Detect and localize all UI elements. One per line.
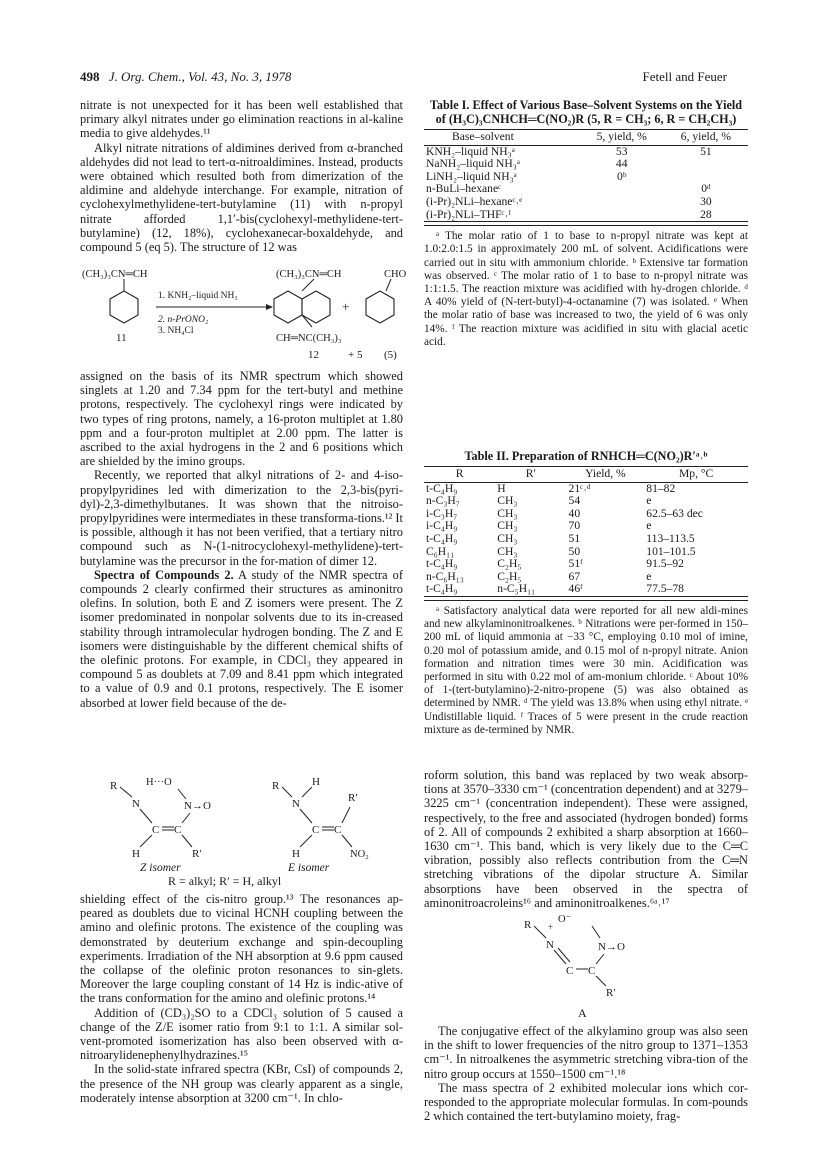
bond-line: [282, 787, 292, 797]
atom-N-plus: +: [548, 922, 554, 932]
table-1-footnotes: [424, 225, 748, 349]
paragraph: roform solution, this band was replaced by two weak absorp-tions at 3570–3330 cm⁻¹ (concentration dependent) and at 3279–3225 cm⁻¹ (concentration independent). These were assigned, respectively, to the free and associated (hydrogen bonded) forms of 2. All of compounds 2 exhibited a sharp absorption at 1660–1630 cm⁻¹. This band, which is very likely due to the C═C vibration, possibly also reflects contribution from the C═N stretching vibrations of the dipolar structure A. Similar absorptions have been observed in the spectra of aminonitroacroleins¹⁶ and aminonitroalkenes.⁶ᵃ˒¹⁷: [424, 768, 748, 910]
table-cell: [580, 196, 664, 209]
table-cell: 28: [700, 207, 712, 221]
bond-line: [592, 926, 600, 938]
table-row: [424, 495, 748, 508]
column-header: 5, yield, %: [596, 130, 647, 143]
cho-group-label: CHO: [384, 269, 407, 280]
right-text-block-3: [424, 1024, 748, 1123]
bond-line: [596, 954, 604, 964]
bond-line: [302, 279, 314, 291]
running-header-left: [80, 69, 291, 85]
table-row: [424, 546, 748, 559]
isomer-caption: R = alkyl; R′ = H, alkyl: [168, 874, 282, 888]
table-cell: i-C₄H₉: [426, 519, 458, 533]
z-isomer-label: Z isomer: [140, 862, 181, 873]
table-cell: 51: [700, 144, 712, 158]
table-cell: 81–82: [646, 481, 676, 495]
journal-citation: J. Org. Chem., Vol. 43, No. 3, 1978: [108, 69, 292, 84]
table-cell: 77.5–78: [646, 582, 684, 596]
atom-H-O: H···O: [146, 777, 172, 788]
table-cell: CH₃: [497, 531, 518, 545]
e-isomer-label: E isomer: [288, 862, 330, 873]
table-header-row: [424, 467, 748, 483]
isomer-structures: [100, 775, 390, 873]
bond-line: [342, 835, 352, 847]
table-cell: n-C₃H₇: [426, 494, 460, 508]
table-cell: 113–113.5: [646, 531, 695, 545]
paragraph: The mass spectra of 2 exhibited molecular ions which cor-responded to the appropriate molecular formulas. In com-pounds 2 which contained the tert-butylamino moiety, frag-: [424, 1080, 748, 1124]
paragraph: nitrate is not unexpected for it has been well established that primary alkyl nitrates under go elimination reactions in al-kaline media to give aldehydes.¹¹: [80, 98, 403, 141]
bond-line: [140, 835, 152, 847]
bond-line: [300, 835, 312, 847]
table-cell: 67: [568, 569, 581, 583]
cyclohexane-ring-11: [110, 291, 138, 323]
atom-R: R: [110, 780, 118, 792]
table-row: [424, 196, 748, 209]
bond-line: [302, 315, 312, 327]
table-cell: (i-Pr)₂NLi–THFᶜ˒ᶠ: [426, 207, 511, 221]
table-cell: 51: [568, 531, 581, 545]
atom-N: N: [132, 798, 140, 810]
table-2-title: Table II. Preparation of RNHCH═C(NO₂)R′ᵃ˒ᵇ: [464, 449, 708, 463]
paragraph: [80, 568, 403, 710]
table-row: [424, 533, 748, 546]
table-cell: e: [646, 494, 652, 508]
table-row: [424, 583, 748, 596]
reagent-step-1: 1. KNH₂–liquid NH₃: [158, 291, 238, 301]
table-cell: n-BuLi–hexaneᶜ: [426, 182, 502, 196]
bond-line: [120, 787, 132, 797]
left-text-block-1: [80, 98, 403, 254]
bond-line: [386, 279, 391, 291]
table-row: [424, 508, 748, 521]
table-cell: 44: [615, 157, 628, 171]
table-cell: 0ᵇ: [617, 169, 627, 183]
table-row: [424, 558, 748, 571]
table-row: [424, 158, 748, 171]
atom-C: C: [312, 824, 320, 836]
atom-R: R: [272, 780, 280, 792]
table-header-row: [424, 130, 748, 146]
structure-A-label: A: [578, 1006, 587, 1020]
table-cell: NaNH₂–liquid NH₃ᵃ: [426, 157, 521, 171]
cyclohexane-ring-12b: [302, 291, 330, 323]
table-cell: t-C₄H₉: [426, 557, 458, 571]
reagent-step-3: 3. NH₄Cl: [158, 326, 194, 336]
atom-NO2: NO₂: [350, 849, 369, 860]
bond-line: [596, 976, 606, 986]
left-text-block-3: [80, 892, 403, 1105]
table-cell: 53: [615, 144, 628, 158]
table-1: [424, 129, 748, 222]
table-cell: e: [646, 519, 652, 533]
paragraph-text: A study of the NMR spectra of compounds 2 clearly confirmed their structures as aminonitro olefins. In solution, both E and Z isomers were present. The Z isomer predominated in nonpolar solvents due to its in-creased stability through intramolecular hydrogen bonding. The Z and E isomers were distinguishable by the different chemical shifts of the olefinic protons. For example, in CDCl₃ they appeared in compound 5 as doublets at 7.09 and 8.41 ppm which integrated to a value of 0.9 and 0.1 protons, respectively. The E isomer absorbed at lower field because of the de-: [80, 567, 403, 710]
table-row: [424, 482, 748, 495]
table-row: [424, 209, 748, 222]
bond-line: [182, 813, 190, 823]
table-cell: i-C₃H₇: [426, 506, 458, 520]
column-header: R′: [525, 467, 537, 480]
table-cell: 0ᵈ: [701, 182, 711, 196]
atom-C: C: [566, 965, 574, 977]
scheme-reactant-label: (CH₃)₃CN═CH: [82, 269, 148, 280]
reagent-step-2: 2. n-PrONO₂: [158, 315, 209, 325]
paragraph: assigned on the basis of its NMR spectrum which showed singlets at 1.20 and 7.34 ppm for the tert-butyl and methine protons, respectively. The cyclohexyl rings were indicated by two types of ring protons, namely, a 16-proton multiplet at 1.80 ppm and a four-proton multiplet at 2.00 ppm. The latter is ascribed to the axial hydrogens in the 2 and 6 positions which are shielded by the imino groups.: [80, 369, 403, 469]
table-2-block: [424, 449, 748, 737]
bond-line: [182, 835, 192, 847]
footnote-text: ᵃ The molar ratio of 1 to base to n-propyl nitrate was kept at 1.0:2.0:1.5 in approximately 200 mL of solvent. Acidifications were carried out in situ with ammonium chloride. ᵇ Extensive tar formation was observed. ᶜ The molar ratio of 1 to base to n-propyl nitrate was 1:1:1.5. The reaction mixture was acidified with hy-drogen chloride. ᵈ A 40% yield of (N-tert-butyl)-4-octanamine (7) was isolated. ᵉ When the molar ratio of base was increased to two, the yield of 6 was only 14%. ᶠ The reaction mixture was acidified in situ with glacial acetic acid.: [424, 230, 748, 348]
table-cell: H: [497, 481, 506, 495]
bond-line: [178, 789, 186, 799]
table-row: [424, 571, 748, 584]
bond-line: [300, 809, 312, 823]
left-text-block-2: [80, 369, 403, 710]
atom-R: R: [524, 919, 532, 931]
atom-N-O: N→O: [184, 800, 211, 812]
equation-number: (5): [384, 349, 397, 361]
atom-C: C: [152, 824, 160, 836]
atom-N: N: [546, 939, 554, 951]
structure-A: [520, 910, 650, 1002]
table-2-footnotes: [424, 600, 748, 737]
column-header: 6, yield, %: [680, 130, 732, 143]
paragraph: Alkyl nitrate nitrations of aldimines derived from α-branched aldehydes did not lead to tert-α-nitroaldimines. Instead, products were obtained which resulted both from dimerization of the aldimine and aldehyde interchange. For example, nitration of cyclohexylmethylidene-tert-butylamine (11) with n-propyl nitrate afforded 1,1′-bis(cyclohexyl-methylidene-tert-butylamine) (12, 18%), cyclohexanecar-boxaldehyde, and compound 5 (eq 5). The structure of 12 was: [80, 140, 403, 255]
table-cell: 91.5–92: [646, 557, 684, 571]
double-bond-line: [558, 948, 570, 962]
running-header-authors: Fetell and Feuer: [642, 69, 727, 84]
table-cell: C₂H₅: [497, 569, 522, 583]
reaction-arrow-head: [266, 304, 273, 310]
paragraph: The conjugative effect of the alkylamino group was also seen in the shift to lower frequencies of the nitro group to 1371–1353 cm⁻¹. In nitroalkenes the asymmetric stretching vibra-tion of the nitro group occurs at 1550–1500 cm⁻¹.¹⁸: [424, 1024, 748, 1081]
plus-sign: +: [342, 299, 350, 314]
paragraph: Recently, we reported that alkyl nitrations of 2- and 4-iso-propylpyridines led with dimerization to the 2,3-bis(pyri-dyl)-2,3-dimethylbutanes. It was shown that the nitroiso-propylpyridines were intermediates in these transforma-tions.¹² It is possible, although it has not been verified, that a tertiary nitro compound such as N-(1-nitrocyclohexyl-methylidene)-tert-butylamine was the precursor in the for-mation of dimer 12.: [80, 468, 403, 568]
compound-11-label: 11: [116, 332, 127, 344]
bond-line: [140, 809, 152, 823]
product-top-label: (CH₃)₃CN═CH: [276, 269, 342, 280]
table-cell: 50: [568, 544, 581, 558]
table-cell: n-C₅H₁₁: [497, 582, 536, 596]
table-2: [424, 466, 748, 597]
table-cell: C₂H₅: [497, 557, 522, 571]
section-heading: Spectra of Compounds 2.: [94, 567, 234, 582]
bond-line: [302, 787, 312, 797]
paragraph: In the solid-state infrared spectra (KBr, CsI) of compounds 2, the presence of the NH group was clearly apparent as a single, moderately intense absorption at 3200 cm⁻¹. In chlo-: [80, 1062, 403, 1105]
column-header: Mp, °C: [679, 467, 714, 480]
column-header: Yield, %: [585, 467, 626, 480]
atom-R-prime: R′: [192, 848, 202, 860]
atom-C: C: [334, 824, 342, 836]
table-cell: [580, 183, 664, 196]
table-cell: e: [646, 569, 652, 583]
plus-5-label: + 5: [348, 349, 363, 361]
table-cell: 62.5–63 dec: [646, 506, 703, 520]
table-cell: 46ᶠ: [568, 582, 583, 596]
column-header: Base–solvent: [452, 130, 514, 143]
atom-H: H: [312, 776, 320, 788]
product-bottom-label: CH═NC(CH₃)₃: [276, 333, 342, 344]
table-cell: CH₃: [497, 494, 518, 508]
table-cell: n-C₆H₁₃: [426, 569, 464, 583]
atom-H-O-minus: O⁻: [558, 914, 572, 925]
atom-C: C: [174, 824, 182, 836]
table-cell: t-C₄H₉: [426, 531, 458, 545]
table-cell: 30: [700, 194, 712, 208]
cyclohexane-ring-12a: [274, 291, 302, 323]
table-cell: (i-Pr)₂NLi–hexaneᶜ˒ᵉ: [426, 194, 523, 208]
atom-R-prime: R′: [606, 987, 616, 999]
table-cell: LiNH₂–liquid NH₃ᵃ: [426, 169, 517, 183]
bond-line: [342, 807, 350, 823]
paragraph: shielding effect of the cis-nitro group.¹³ The resonances ap-peared as doublets due to vicinal HCNH coupling between the amino and olefinic protons. The existence of the coupling was demonstrated by deuterium exchange and spin-decoupling experiments. Irradiation of the NH absorption at 9.6 ppm caused the collapse of the olefinic proton resonances to sin-glets. Moreover the large coupling constant of 14 Hz is indic-ative of the trans conformation for the amino and olefinic protons.¹⁴: [80, 892, 403, 1006]
double-bond-line: [554, 950, 566, 964]
table-1-block: [424, 98, 748, 349]
column-header: R: [455, 467, 464, 480]
atom-R-prime: R′: [348, 792, 358, 804]
atom-N-O: N→O: [598, 941, 625, 953]
table-1-title: Table I. Effect of Various Base–Solvent Systems on the Yield of (H₃C)₃CNHCH═C(NO₂)R (5, R = CH₃; 6, R = CH₂CH₃): [429, 98, 743, 126]
page-number: 498: [80, 69, 100, 84]
table-cell: 70: [568, 519, 581, 533]
atom-N: N: [292, 798, 300, 810]
table-cell: 54: [568, 494, 581, 508]
table-cell: t-C₄H₉: [426, 481, 458, 495]
cyclohexane-ring-aldehyde: [366, 291, 394, 323]
right-text-block-2: [424, 768, 748, 910]
table-cell: CH₃: [497, 506, 518, 520]
table-cell: 51ᶠ: [568, 557, 583, 571]
atom-H: H: [292, 848, 300, 860]
table-cell: [580, 209, 664, 222]
table-cell: 40: [568, 506, 581, 520]
bond-line: [534, 926, 546, 938]
table-cell: 21ᶜ˒ᵈ: [568, 481, 591, 495]
reaction-scheme-eq5: [80, 265, 410, 363]
table-cell: CH₃: [497, 544, 518, 558]
atom-H: H: [132, 848, 140, 860]
footnote-text: ᵃ Satisfactory analytical data were reported for all new aldi-mines and new alkylaminonitroalkenes. ᵇ Nitrations were per-formed in 150–200 mL of liquid ammonia at −33 °C, employing 0.10 mol of imine, 0.20 mol of potassium amide, and 0.15 mol of n-propyl nitrate. Anion formation and nitration times were 30 min. Acidification was performed in situ with 0.22 mol of am-monium chloride. ᶜ About 10% of 1-(tert-butylamino)-2-nitro-propene (5) was also obtained as determined by NMR. ᵈ The yield was 13.8% when using ethyl nitrate. ᵉ Undistillable liquid. ᶠ Traces of 5 were present in the crude reaction mixture as de-termined by NMR.: [424, 604, 748, 736]
table-cell: [664, 158, 748, 171]
table-row: [424, 520, 748, 533]
atom-C: C: [588, 965, 596, 977]
paragraph: Addition of (CD₃)₂SO to a CDCl₃ solution of 5 caused a change of the Z/E isomer ratio from 9:1 to 1:1. A similar sol-vent-promoted isomerization has also been observed with α-nitroarylidenephenylhydrazines.¹⁵: [80, 1005, 403, 1063]
table-cell: CH₃: [497, 519, 518, 533]
table-cell: t-C₄H₉: [426, 582, 458, 596]
table-cell: C₆H₁₁: [426, 544, 455, 558]
table-cell: 101–101.5: [646, 544, 696, 558]
table-cell: KNH₂–liquid NH₃ᵃ: [426, 144, 515, 158]
compound-12-label: 12: [308, 349, 319, 361]
